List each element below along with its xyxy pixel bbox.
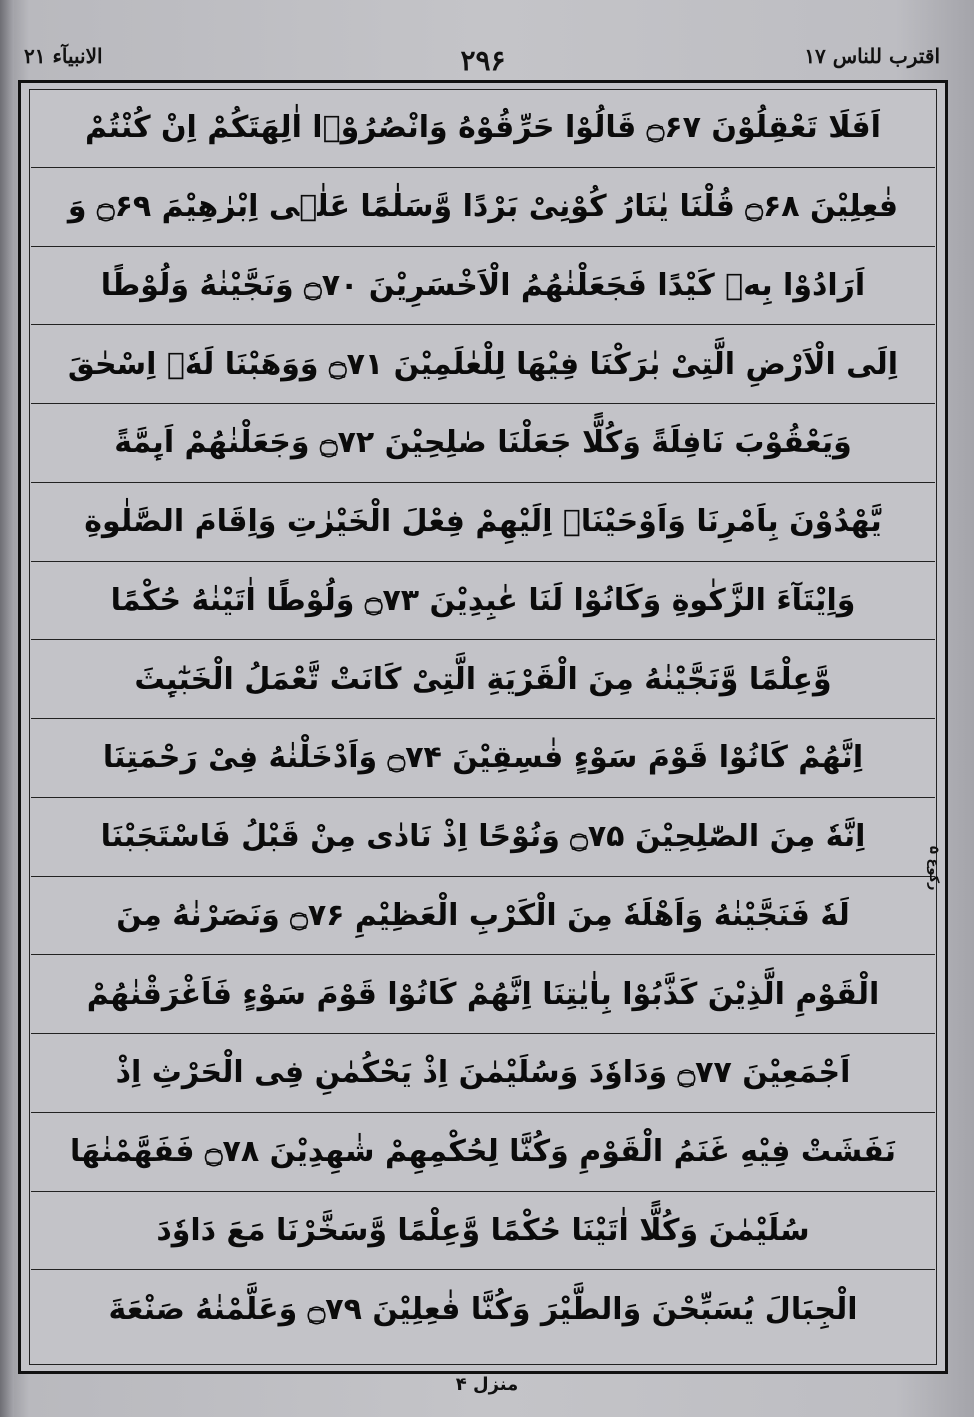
ayah-line: [31, 877, 935, 956]
ayah-line: [31, 1192, 935, 1271]
ayah-line: [31, 325, 935, 404]
page-edge: [0, 0, 14, 1417]
surah-name-label: الانبیآء ۲۱: [24, 44, 103, 68]
ayah-line: [31, 1270, 935, 1349]
ayah-line-text: اِنَّهُمْ كَانُوْا قَوْمَ سَوْءٍ فٰسِقِیْنَ ۝۷۴ وَاَدْخَلْنٰهُ فِیْ رَحْمَتِنَا: [102, 740, 864, 776]
page-header: [18, 40, 948, 76]
ayah-line: [31, 89, 935, 168]
page-number: ۲۹۶: [460, 44, 506, 77]
ayah-line: [31, 1113, 935, 1192]
ayah-line: [31, 168, 935, 247]
ayah-line: [31, 404, 935, 483]
ayah-line-text: سُلَیْمٰنَ وَكُلًّا اٰتَیْنَا حُكْمًا وَّعِلْمًا وَّسَخَّرْنَا مَعَ دَاوٗدَ: [156, 1212, 810, 1248]
ayah-line-text: وَیَعْقُوْبَ نَافِلَةً وَكُلًّا جَعَلْنَا صٰلِحِیْنَ ۝۷۲ وَجَعَلْنٰهُمْ اَىِٕمَّةً: [114, 425, 852, 461]
ayah-lines: [31, 89, 935, 1349]
ayah-line: [31, 640, 935, 719]
ayah-line-text: فٰعِلِیْنَ ۝۶۸ قُلْنَا یٰنَارُ كُوْنِیْ بَرْدًا وَّسَلٰمًا عَلٰۤى اِبْرٰهِیْمَ ۝۶۹ وَ: [67, 189, 899, 225]
ayah-line-text: یَّهْدُوْنَ بِاَمْرِنَا وَاَوْحَیْنَاۤ اِلَیْهِمْ فِعْلَ الْخَیْرٰتِ وَاِقَامَ الصَّلٰوةِ: [84, 504, 882, 540]
ayah-line-text: اَجْمَعِیْنَ ۝۷۷ وَدَاوٗدَ وَسُلَیْمٰنَ اِذْ یَحْكُمٰنِ فِی الْحَرْثِ اِذْ: [115, 1055, 851, 1091]
ruku-marker: ۵ رکوع: [926, 845, 941, 891]
ayah-line: [31, 719, 935, 798]
ayah-line: [31, 247, 935, 326]
ayah-line-text: اِلَى الْاَرْضِ الَّتِیْ بٰرَكْنَا فِیْهَا لِلْعٰلَمِیْنَ ۝۷۱ وَوَهَبْنَا لَهٗۤ اِسْحٰقَ: [67, 346, 899, 382]
ayah-line-text: الْقَوْمِ الَّذِیْنَ كَذَّبُوْا بِاٰیٰتِنَا اِنَّهُمْ كَانُوْا قَوْمَ سَوْءٍ فَاَغْرَقْنٰهُمْ: [86, 976, 880, 1012]
ayah-line: [31, 483, 935, 562]
text-frame: [18, 80, 948, 1374]
juz-name-label: اقترب للناس ۱۷: [804, 44, 940, 68]
ayah-line-text: اَرَادُوْا بِهٖ كَیْدًا فَجَعَلْنٰهُمُ الْاَخْسَرِیْنَ ۝۷۰ وَنَجَّیْنٰهُ وَلُوْطًا: [100, 267, 866, 303]
ayah-line-text: وَّعِلْمًا وَّنَجَّیْنٰهُ مِنَ الْقَرْیَةِ الَّتِیْ كَانَتْ تَّعْمَلُ الْخَبٰٓىِٕثَ: [134, 661, 832, 697]
ayah-line: [31, 955, 935, 1034]
ayah-line: [31, 1034, 935, 1113]
ayah-line-text: وَاِیْتَآءَ الزَّكٰوةِ وَكَانُوْا لَنَا عٰبِدِیْنَ ۝۷۳ وَلُوْطًا اٰتَیْنٰهُ حُكْمًا: [110, 582, 856, 618]
ayah-line: [31, 798, 935, 877]
manzil-footer: منزل ۴: [455, 1374, 519, 1395]
ayah-line: [31, 562, 935, 641]
ayah-line-text: اَفَلَا تَعْقِلُوْنَ ۝۶۷ قَالُوْا حَرِّقُوْهُ وَانْصُرُوْۤا اٰلِهَتَكُمْ اِنْ كُنْتُمْ: [85, 110, 881, 146]
ayah-line-text: نَفَشَتْ فِیْهِ غَنَمُ الْقَوْمِ وَكُنَّا لِحُكْمِهِمْ شٰهِدِیْنَ ۝۷۸ فَفَهَّمْنٰهَا: [70, 1134, 896, 1170]
ayah-line-text: الْجِبَالَ یُسَبِّحْنَ وَالطَّیْرَ وَكُنَّا فٰعِلِیْنَ ۝۷۹ وَعَلَّمْنٰهُ صَنْعَةَ: [108, 1292, 858, 1328]
ayah-line-text: اِنَّهٗ مِنَ الصّٰلِحِیْنَ ۝۷۵ وَنُوْحًا اِذْ نَادٰى مِنْ قَبْلُ فَاسْتَجَبْنَا: [100, 819, 866, 855]
ayah-line-text: لَهٗ فَنَجَّیْنٰهُ وَاَهْلَهٗ مِنَ الْكَرْبِ الْعَظِیْمِ ۝۷۶ وَنَصَرْنٰهُ مِنَ: [116, 897, 850, 933]
